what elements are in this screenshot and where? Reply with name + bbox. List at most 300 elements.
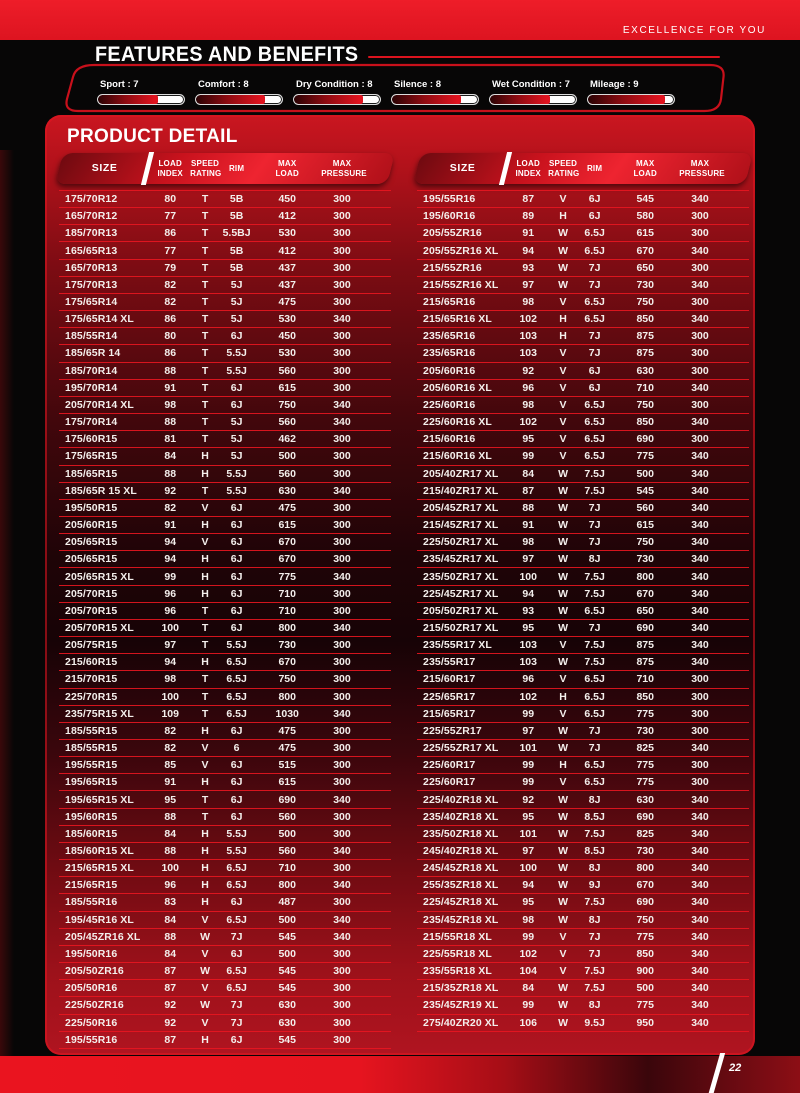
- table-row: [59, 225, 391, 242]
- cell-size: 235/50ZR18 XL: [423, 827, 499, 840]
- cell-max-load: 775: [636, 999, 654, 1012]
- cell-speed-rating: W: [558, 724, 569, 737]
- cell-speed-rating: T: [201, 364, 209, 377]
- cell-rim: 5.5BJ: [222, 227, 251, 240]
- table-row: [417, 260, 749, 277]
- cell-max-load: 530: [278, 227, 296, 240]
- cell-rim: 6J: [230, 381, 243, 394]
- cell-rim: 7.5J: [584, 639, 605, 652]
- table-row: [417, 551, 749, 568]
- cell-load-index: 102: [519, 947, 537, 960]
- cell-rim: 7.5J: [584, 827, 605, 840]
- table-row: [59, 448, 391, 465]
- table-row: [417, 568, 749, 585]
- cell-rim: 5.5J: [226, 639, 247, 652]
- cell-size: 255/35ZR18 XL: [423, 879, 499, 892]
- cell-speed-rating: W: [558, 845, 569, 858]
- cell-max-load: 487: [278, 896, 296, 909]
- cell-speed-rating: V: [559, 433, 567, 446]
- table-row: [417, 242, 749, 259]
- cell-max-pressure: 300: [333, 827, 351, 840]
- cell-load-index: 100: [161, 690, 179, 703]
- cell-rim: 6.5J: [226, 862, 247, 875]
- cell-load-index: 98: [522, 296, 535, 309]
- cell-load-index: 93: [522, 604, 535, 617]
- cell-speed-rating: T: [201, 244, 209, 257]
- cell-load-index: 96: [164, 879, 177, 892]
- cell-speed-rating: T: [201, 793, 209, 806]
- cell-load-index: 102: [519, 313, 537, 326]
- cell-max-pressure: 300: [691, 364, 709, 377]
- cell-speed-rating: V: [201, 536, 209, 549]
- cell-rim: 6J: [230, 501, 243, 514]
- cell-speed-rating: H: [201, 724, 209, 737]
- cell-load-index: 84: [164, 450, 177, 463]
- cell-speed-rating: T: [201, 330, 209, 343]
- column-header: SPEED RATING: [190, 159, 222, 178]
- cell-load-index: 96: [164, 587, 177, 600]
- cell-size: 205/70R14 XL: [65, 398, 134, 411]
- cell-rim: 6.5J: [226, 913, 247, 926]
- cell-load-index: 80: [164, 193, 177, 206]
- cell-max-load: 710: [636, 381, 654, 394]
- cell-max-pressure: 300: [691, 673, 709, 686]
- table-row: [417, 517, 749, 534]
- cell-rim: 6J: [230, 553, 243, 566]
- cell-max-pressure: 340: [691, 982, 709, 995]
- cell-size: 165/70R13: [65, 261, 118, 274]
- cell-size: 225/50ZR16: [65, 999, 124, 1012]
- cell-size: 215/65R17: [423, 707, 476, 720]
- cell-speed-rating: W: [558, 913, 569, 926]
- table-row: [59, 689, 391, 706]
- features-benefits-title: FEATURES AND BENEFITS: [95, 43, 359, 66]
- cell-size: 215/40ZR17 XL: [423, 484, 499, 497]
- table-row: [417, 586, 749, 603]
- cell-load-index: 81: [164, 433, 177, 446]
- cell-rim: 7.5J: [584, 965, 605, 978]
- column-header: MAX PRESSURE: [321, 159, 367, 178]
- cell-speed-rating: W: [558, 742, 569, 755]
- table-row: [417, 980, 749, 997]
- cell-speed-rating: T: [201, 621, 209, 634]
- cell-load-index: 77: [164, 210, 177, 223]
- table-row: [417, 534, 749, 551]
- cell-max-load: 800: [278, 621, 296, 634]
- cell-load-index: 99: [522, 759, 535, 772]
- table-row: [417, 311, 749, 328]
- table-row: [59, 894, 391, 911]
- cell-max-load: 750: [636, 913, 654, 926]
- cell-max-pressure: 300: [333, 519, 351, 532]
- cell-max-pressure: 340: [333, 313, 351, 326]
- table-row: [59, 826, 391, 843]
- cell-load-index: 88: [164, 364, 177, 377]
- feature-label: Silence : 8: [394, 79, 441, 90]
- cell-max-load: 560: [636, 501, 654, 514]
- cell-max-load: 710: [636, 673, 654, 686]
- cell-load-index: 88: [164, 416, 177, 429]
- footer-band: [0, 1056, 800, 1093]
- table-row: [417, 963, 749, 980]
- cell-max-pressure: 340: [333, 930, 351, 943]
- cell-speed-rating: V: [559, 639, 567, 652]
- cell-speed-rating: T: [201, 313, 209, 326]
- table-row: [417, 946, 749, 963]
- cell-speed-rating: W: [558, 227, 569, 240]
- cell-load-index: 83: [164, 896, 177, 909]
- cell-rim: 8J: [588, 862, 601, 875]
- cell-speed-rating: V: [201, 742, 209, 755]
- cell-size: 225/60R17: [423, 776, 476, 789]
- cell-max-load: 412: [278, 210, 296, 223]
- cell-max-pressure: 300: [691, 776, 709, 789]
- cell-speed-rating: W: [200, 965, 211, 978]
- cell-speed-rating: H: [201, 827, 209, 840]
- cell-rim: 7J: [588, 261, 601, 274]
- cell-load-index: 91: [164, 381, 177, 394]
- cell-max-load: 462: [278, 433, 296, 446]
- cell-max-load: 437: [278, 278, 296, 291]
- cell-max-load: 500: [636, 982, 654, 995]
- cell-max-load: 475: [278, 742, 296, 755]
- cell-max-load: 475: [278, 501, 296, 514]
- cell-load-index: 103: [519, 347, 537, 360]
- cell-speed-rating: V: [559, 347, 567, 360]
- cell-size: 205/60R15: [65, 519, 118, 532]
- cell-max-pressure: 300: [333, 193, 351, 206]
- feature-rating: [97, 79, 185, 105]
- table-row: [59, 740, 391, 757]
- cell-size: 185/65R 15 XL: [65, 484, 137, 497]
- table-row: [59, 294, 391, 311]
- cell-speed-rating: T: [201, 810, 209, 823]
- cell-rim: 6J: [588, 193, 601, 206]
- cell-max-pressure: 300: [333, 862, 351, 875]
- cell-max-pressure: 300: [691, 398, 709, 411]
- cell-max-load: 875: [636, 347, 654, 360]
- table-row: [417, 843, 749, 860]
- cell-size: 175/65R14 XL: [65, 313, 134, 326]
- cell-size: 185/65R15: [65, 467, 118, 480]
- cell-max-load: 750: [636, 398, 654, 411]
- cell-max-load: 800: [278, 690, 296, 703]
- cell-max-load: 650: [636, 604, 654, 617]
- cell-rim: 5J: [230, 313, 243, 326]
- cell-size: 205/70R15: [65, 587, 118, 600]
- table-row: [417, 929, 749, 946]
- rating-bar-fill: [588, 95, 665, 104]
- cell-max-pressure: 340: [691, 604, 709, 617]
- cell-rim: 5.5J: [226, 827, 247, 840]
- cell-rim: 8.5J: [584, 810, 605, 823]
- cell-speed-rating: H: [201, 656, 209, 669]
- cell-rim: 6J: [230, 587, 243, 600]
- cell-speed-rating: V: [559, 296, 567, 309]
- cell-rim: 7.5J: [584, 467, 605, 480]
- cell-speed-rating: H: [201, 776, 209, 789]
- cell-speed-rating: W: [558, 879, 569, 892]
- table-row: [417, 277, 749, 294]
- table-row: [59, 723, 391, 740]
- cell-load-index: 97: [164, 639, 177, 652]
- cell-rim: 5.5J: [226, 484, 247, 497]
- cell-load-index: 100: [161, 862, 179, 875]
- cell-load-index: 94: [522, 244, 535, 257]
- cell-size: 235/65R16: [423, 347, 476, 360]
- cell-size: 175/65R14: [65, 296, 118, 309]
- cell-speed-rating: W: [558, 604, 569, 617]
- cell-max-load: 450: [278, 193, 296, 206]
- feature-label: Wet Condition : 7: [492, 79, 570, 90]
- table-row: [59, 637, 391, 654]
- cell-load-index: 87: [522, 484, 535, 497]
- cell-max-pressure: 300: [691, 759, 709, 772]
- cell-size: 215/35ZR18 XL: [423, 982, 499, 995]
- cell-speed-rating: H: [559, 313, 567, 326]
- cell-load-index: 98: [522, 398, 535, 411]
- cell-max-pressure: 300: [333, 656, 351, 669]
- cell-speed-rating: W: [558, 467, 569, 480]
- table-row: [417, 225, 749, 242]
- cell-rim: 6.5J: [584, 296, 605, 309]
- cell-speed-rating: W: [558, 827, 569, 840]
- cell-size: 225/55ZR17: [423, 724, 482, 737]
- cell-rim: 8J: [588, 999, 601, 1012]
- cell-max-load: 800: [636, 862, 654, 875]
- cell-rim: 7J: [588, 278, 601, 291]
- column-header: LOAD INDEX: [157, 159, 183, 178]
- table-header-right: [417, 153, 749, 184]
- table-row: [417, 380, 749, 397]
- cell-max-load: 825: [636, 742, 654, 755]
- table-row: [417, 620, 749, 637]
- cell-size: 185/55R15: [65, 742, 118, 755]
- cell-speed-rating: H: [201, 587, 209, 600]
- cell-max-load: 615: [636, 227, 654, 240]
- cell-max-pressure: 300: [691, 690, 709, 703]
- table-row: [59, 877, 391, 894]
- cell-rim: 6.5J: [226, 879, 247, 892]
- cell-rim: 7.5J: [584, 484, 605, 497]
- cell-size: 225/45ZR18 XL: [423, 896, 499, 909]
- table-row: [417, 466, 749, 483]
- table-row: [417, 654, 749, 671]
- table-row: [59, 242, 391, 259]
- cell-max-pressure: 300: [333, 536, 351, 549]
- cell-size: 275/40ZR20 XL: [423, 1016, 499, 1029]
- cell-max-load: 670: [636, 244, 654, 257]
- cell-rim: 6J: [230, 759, 243, 772]
- cell-rim: 7.5J: [584, 570, 605, 583]
- cell-max-load: 500: [278, 450, 296, 463]
- table-row: [59, 997, 391, 1014]
- cell-load-index: 86: [164, 347, 177, 360]
- cell-size: 225/60R17: [423, 759, 476, 772]
- cell-rim: 6.5J: [584, 416, 605, 429]
- cell-load-index: 101: [519, 742, 537, 755]
- table-row: [59, 397, 391, 414]
- cell-max-pressure: 300: [333, 673, 351, 686]
- cell-max-load: 875: [636, 656, 654, 669]
- table-row: [59, 963, 391, 980]
- table-row: [417, 757, 749, 774]
- table-row: [59, 809, 391, 826]
- column-header: RIM: [586, 163, 603, 173]
- cell-speed-rating: W: [200, 999, 211, 1012]
- cell-max-load: 850: [636, 690, 654, 703]
- cell-max-pressure: 340: [691, 621, 709, 634]
- table-row: [417, 500, 749, 517]
- cell-max-pressure: 340: [333, 484, 351, 497]
- column-header: MAX PRESSURE: [679, 159, 725, 178]
- product-detail-panel: [45, 115, 755, 1055]
- table-row: [417, 328, 749, 345]
- cell-max-pressure: 300: [333, 347, 351, 360]
- cell-max-load: 437: [278, 261, 296, 274]
- rating-bar-fill: [196, 95, 265, 104]
- feature-label: Dry Condition : 8: [296, 79, 373, 90]
- cell-load-index: 96: [522, 381, 535, 394]
- cell-max-pressure: 340: [691, 930, 709, 943]
- cell-rim: 6J: [230, 776, 243, 789]
- cell-load-index: 85: [164, 759, 177, 772]
- page-number: 22: [729, 1062, 742, 1074]
- cell-rim: 9.5J: [584, 1016, 605, 1029]
- cell-max-pressure: 300: [333, 965, 351, 978]
- cell-speed-rating: T: [201, 690, 209, 703]
- rating-bar: [489, 94, 577, 105]
- cell-max-pressure: 300: [333, 296, 351, 309]
- rating-bar: [293, 94, 381, 105]
- cell-size: 185/65R 14: [65, 347, 121, 360]
- cell-rim: 6: [233, 742, 240, 755]
- cell-size: 195/55R16: [65, 1033, 118, 1046]
- cell-rim: 6.5J: [584, 604, 605, 617]
- cell-rim: 6.5J: [584, 707, 605, 720]
- table-row: [59, 757, 391, 774]
- cell-rim: 9J: [588, 879, 601, 892]
- cell-max-load: 750: [278, 398, 296, 411]
- cell-rim: 7.5J: [584, 982, 605, 995]
- cell-speed-rating: V: [201, 759, 209, 772]
- cell-size: 225/45ZR17 XL: [423, 587, 499, 600]
- cell-max-pressure: 300: [333, 501, 351, 514]
- cell-rim: 7J: [588, 519, 601, 532]
- cell-max-pressure: 340: [691, 501, 709, 514]
- cell-size: 235/55R17 XL: [423, 639, 492, 652]
- cell-load-index: 102: [519, 416, 537, 429]
- cell-max-load: 730: [278, 639, 296, 652]
- cell-speed-rating: W: [558, 587, 569, 600]
- cell-speed-rating: T: [201, 210, 209, 223]
- cell-max-load: 560: [278, 467, 296, 480]
- cell-rim: 6.5J: [226, 656, 247, 669]
- tagline-text: EXCELLENCE FOR YOU: [622, 25, 766, 36]
- cell-load-index: 98: [164, 673, 177, 686]
- cell-load-index: 93: [522, 261, 535, 274]
- cell-max-load: 560: [278, 364, 296, 377]
- cell-load-index: 89: [522, 210, 535, 223]
- cell-speed-rating: H: [201, 570, 209, 583]
- cell-rim: 6J: [230, 724, 243, 737]
- cell-load-index: 100: [519, 862, 537, 875]
- cell-max-load: 690: [636, 810, 654, 823]
- cell-size: 235/45ZR19 XL: [423, 999, 499, 1012]
- cell-speed-rating: V: [559, 381, 567, 394]
- cell-size: 215/55ZR16 XL: [423, 278, 499, 291]
- cell-speed-rating: W: [558, 862, 569, 875]
- cell-max-pressure: 300: [333, 210, 351, 223]
- cell-speed-rating: V: [559, 965, 567, 978]
- cell-speed-rating: T: [201, 416, 209, 429]
- cell-max-load: 670: [278, 553, 296, 566]
- cell-load-index: 98: [522, 913, 535, 926]
- cell-size: 225/70R15: [65, 690, 118, 703]
- cell-size: 215/60R16 XL: [423, 450, 492, 463]
- cell-max-load: 850: [636, 416, 654, 429]
- cell-rim: 7J: [588, 536, 601, 549]
- cell-speed-rating: T: [201, 639, 209, 652]
- cell-speed-rating: H: [559, 759, 567, 772]
- cell-max-pressure: 300: [333, 261, 351, 274]
- cell-speed-rating: V: [559, 398, 567, 411]
- cell-max-load: 800: [278, 879, 296, 892]
- table-row: [59, 929, 391, 946]
- cell-load-index: 82: [164, 742, 177, 755]
- cell-size: 175/70R13: [65, 278, 118, 291]
- cell-size: 225/55R18 XL: [423, 947, 492, 960]
- cell-load-index: 109: [161, 707, 179, 720]
- cell-max-load: 650: [636, 261, 654, 274]
- cell-load-index: 92: [522, 364, 535, 377]
- cell-size: 215/70R15: [65, 673, 118, 686]
- cell-rim: 6.5J: [584, 244, 605, 257]
- cell-rim: 6.5J: [584, 450, 605, 463]
- cell-rim: 8J: [588, 553, 601, 566]
- cell-speed-rating: H: [201, 896, 209, 909]
- cell-rim: 7.5J: [584, 587, 605, 600]
- column-header: MAX LOAD: [633, 159, 657, 178]
- cell-rim: 7.5J: [584, 656, 605, 669]
- cell-rim: 5B: [229, 193, 244, 206]
- cell-speed-rating: V: [559, 947, 567, 960]
- cell-max-pressure: 340: [691, 416, 709, 429]
- cell-size: 225/55ZR17 XL: [423, 742, 499, 755]
- cell-max-load: 775: [636, 759, 654, 772]
- table-row: [59, 980, 391, 997]
- cell-rim: 5J: [230, 416, 243, 429]
- table-row: [59, 534, 391, 551]
- cell-load-index: 91: [522, 519, 535, 532]
- cell-speed-rating: W: [558, 570, 569, 583]
- cell-load-index: 88: [164, 930, 177, 943]
- cell-speed-rating: T: [201, 227, 209, 240]
- cell-speed-rating: W: [558, 896, 569, 909]
- cell-rim: 5J: [230, 278, 243, 291]
- cell-rim: 8.5J: [584, 845, 605, 858]
- cell-load-index: 82: [164, 501, 177, 514]
- cell-speed-rating: W: [558, 278, 569, 291]
- table-row: [417, 997, 749, 1014]
- cell-speed-rating: V: [201, 982, 209, 995]
- cell-load-index: 91: [164, 776, 177, 789]
- cell-size: 215/50ZR17 XL: [423, 621, 499, 634]
- cell-size: 225/60R16 XL: [423, 416, 492, 429]
- cell-rim: 6J: [588, 364, 601, 377]
- table-row: [59, 466, 391, 483]
- cell-size: 165/70R12: [65, 210, 118, 223]
